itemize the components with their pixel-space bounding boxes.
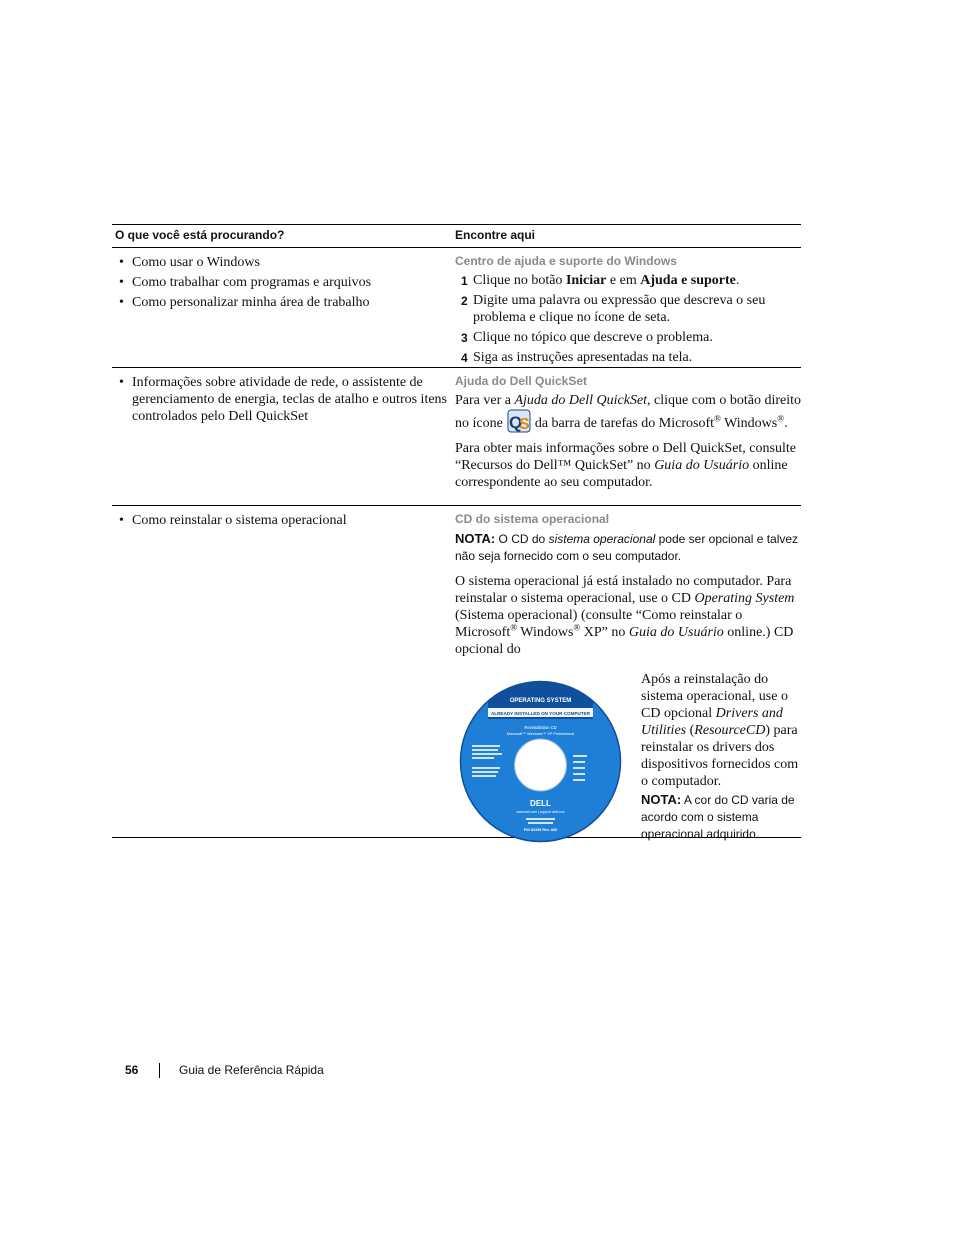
cd-side-text <box>641 671 801 851</box>
step-item: 3 Clique no tópico que descreve o problema. <box>461 330 713 345</box>
step-item: 1 Clique no botão Iniciar e em Ajuda e suporte. <box>461 273 740 288</box>
row-topics <box>112 512 447 532</box>
footer-divider <box>159 1063 160 1078</box>
table-row <box>112 248 801 368</box>
section-title: Ajuda do Dell QuickSet <box>455 374 588 388</box>
page-number: 56 <box>125 1063 139 1077</box>
row-topics <box>112 374 447 428</box>
operating-system-cd-image <box>458 679 623 844</box>
header-find-here: Encontre aqui <box>455 228 536 242</box>
step-item: 2 Digite uma palavra ou expressão que descreva o seu problema e clique no ícone de seta. <box>461 293 766 325</box>
cd-brand-logo: DELL <box>530 799 551 808</box>
cd-subtitle: Microsoft™ Windows™ XP Professional <box>506 732 575 736</box>
cd-banner-subtext: ALREADY INSTALLED ON YOUR COMPUTER <box>490 711 591 716</box>
drivers-cd-text: Após a reinstalação do sistema operacional, use o CD opcional Drivers and Utilities (ResourceCD) para reinstalar os drivers dos dispositivos fornecidos com o computador. <box>641 672 799 789</box>
list-item: • Como reinstalar o sistema operacional <box>112 512 447 529</box>
table-row <box>112 506 801 841</box>
table-row <box>112 368 801 506</box>
os-reinstall-text: O sistema operacional já está instalado no computador. Para reinstalar o sistema operacional, use o CD Operating System (Sistema operacional) (consulte “Como reinstalar o Microsoft® Windows® XP” no Guia do Usuário online.) CD opcional do <box>455 574 795 657</box>
list-item: • Como trabalhar com programas e arquivos <box>112 274 447 291</box>
quickset-more-info: Para obter mais informações sobre o Dell QuickSet, consulte “Recursos do Dell™ QuickSet” no Guia do Usuário online correspondente ao seu computador. <box>455 441 796 490</box>
info-table <box>112 224 802 841</box>
list-item: • Como usar o Windows <box>112 254 447 271</box>
cd-part-number: P/N D6236 Rev. A00 <box>523 828 558 832</box>
cd-url: www.dell.com | support.dell.com <box>516 810 565 814</box>
svg-text:Q: Q <box>508 413 523 432</box>
section-title: CD do sistema operacional <box>455 512 610 526</box>
list-item: • Como personalizar minha área de trabalho <box>112 294 447 311</box>
section-title: Centro de ajuda e suporte do Windows <box>455 254 677 268</box>
row-resources <box>455 374 801 498</box>
table-header <box>112 224 801 248</box>
cd-title: Reinstallation CD <box>524 725 557 730</box>
cd-banner-text: OPERATING SYSTEM <box>509 698 572 704</box>
footer-title: Guia de Referência Rápida <box>179 1063 324 1077</box>
row-topics <box>112 254 447 314</box>
note-cd-color: NOTA: A cor do CD varia de acordo com o sistema operacional adquirido. <box>641 792 795 841</box>
header-what-looking-for: O que você está procurando? <box>115 228 285 242</box>
quickset-icon <box>507 409 531 433</box>
quickset-help-text: Para ver a Ajuda do Dell QuickSet, clique com o botão direito no ícone Q S da barra de tarefas do Microsoft® Windows®. <box>455 393 802 433</box>
svg-text:S: S <box>518 416 530 433</box>
step-item: 4 Siga as instruções apresentadas na tela. <box>461 350 693 365</box>
note-optional-cd: NOTA: O CD do sistema operacional pode ser opcional e talvez não seja fornecido com o seu computador. <box>455 531 799 563</box>
row-resources <box>455 512 801 841</box>
row-resources <box>455 254 801 369</box>
list-item: • Informações sobre atividade de rede, o assistente de gerenciamento de energia, teclas de atalho e outros itens controlados pelo Dell QuickSet <box>112 374 447 425</box>
